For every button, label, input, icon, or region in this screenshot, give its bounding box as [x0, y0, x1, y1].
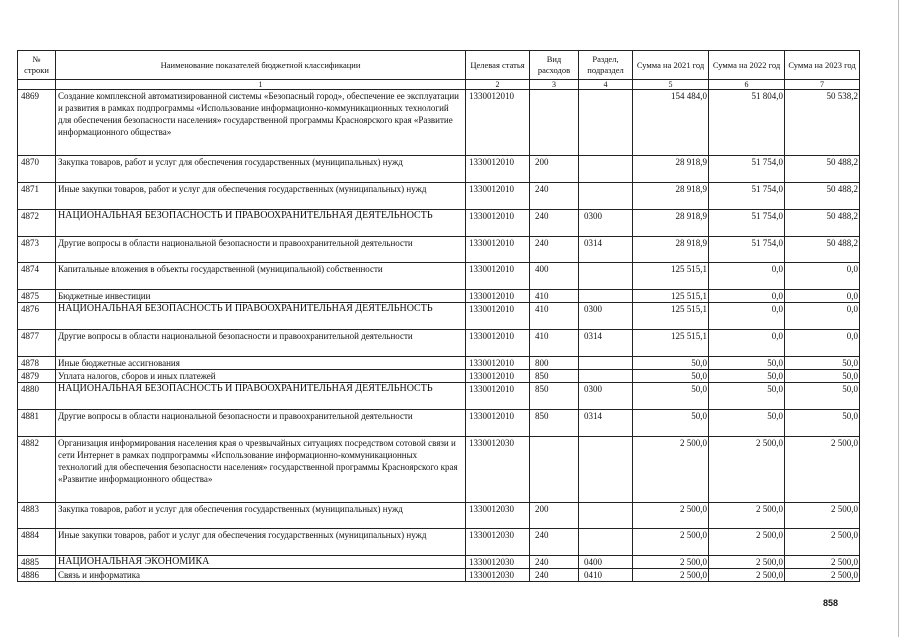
table-row [18, 503, 860, 529]
sum-2022: 2 500,0 [709, 503, 785, 529]
column-number: 3 [530, 80, 579, 90]
row-number: 4873 [18, 237, 56, 263]
budget-table [17, 50, 860, 582]
indicator-name: НАЦИОНАЛЬНАЯ БЕЗОПАСНОСТЬ И ПРАВООХРАНИТЕЛЬНАЯ ДЕЯТЕЛЬНОСТЬ [56, 303, 466, 330]
sum-2022: 50,0 [709, 357, 785, 370]
header-sum-2021: Сумма на 2021 год [633, 51, 709, 80]
sum-2021: 28 918,9 [633, 156, 709, 183]
sum-2021: 125 515,1 [633, 303, 709, 330]
sum-2022: 51 754,0 [709, 183, 785, 210]
table-row [18, 210, 860, 237]
row-number: 4881 [18, 410, 56, 437]
table-header-row [18, 51, 860, 80]
expense-type: 200 [530, 156, 579, 183]
sum-2021: 125 515,1 [633, 330, 709, 357]
column-number-row [18, 80, 860, 90]
sum-2021: 50,0 [633, 410, 709, 437]
table-row [18, 437, 860, 503]
section-code [579, 156, 633, 183]
sum-2021: 28 918,9 [633, 183, 709, 210]
column-number: 7 [785, 80, 860, 90]
sum-2022: 50,0 [709, 370, 785, 383]
column-number: 1 [56, 80, 466, 90]
table-row [18, 357, 860, 370]
page-number: 858 [823, 598, 839, 608]
sum-2023: 2 500,0 [785, 503, 860, 529]
section-code [579, 183, 633, 210]
target-article: 1330012010 [466, 237, 530, 263]
expense-type [530, 90, 579, 156]
section-code [579, 503, 633, 529]
table-row [18, 237, 860, 263]
sum-2023: 2 500,0 [785, 569, 860, 582]
section-code [579, 529, 633, 556]
table-row [18, 183, 860, 210]
sum-2023: 50,0 [785, 370, 860, 383]
header-row-number: № строки [18, 51, 56, 80]
target-article: 1330012030 [466, 503, 530, 529]
sum-2021: 2 500,0 [633, 569, 709, 582]
row-number: 4872 [18, 210, 56, 237]
sum-2023: 0,0 [785, 303, 860, 330]
table-row [18, 330, 860, 357]
table-row [18, 410, 860, 437]
section-code [579, 263, 633, 290]
sum-2023: 0,0 [785, 290, 860, 303]
target-article: 1330012010 [466, 330, 530, 357]
sum-2023: 50,0 [785, 357, 860, 370]
sum-2021: 50,0 [633, 383, 709, 410]
table-row [18, 383, 860, 410]
row-number: 4882 [18, 437, 56, 503]
row-number: 4877 [18, 330, 56, 357]
expense-type: 850 [530, 370, 579, 383]
header-section: Раздел, подраздел [579, 51, 633, 80]
sum-2022: 0,0 [709, 290, 785, 303]
table-row [18, 90, 860, 156]
target-article: 1330012010 [466, 290, 530, 303]
target-article: 1330012010 [466, 410, 530, 437]
section-code [579, 90, 633, 156]
target-article: 1330012010 [466, 90, 530, 156]
section-code: 0314 [579, 330, 633, 357]
table-body [18, 90, 860, 582]
expense-type: 850 [530, 383, 579, 410]
section-code: 0300 [579, 210, 633, 237]
sum-2022: 2 500,0 [709, 569, 785, 582]
expense-type: 240 [530, 556, 579, 569]
budget-table-sheet [17, 50, 859, 582]
sum-2021: 2 500,0 [633, 556, 709, 569]
indicator-name: Иные закупки товаров, работ и услуг для обеспечения государственных (муниципальных) нужд [56, 183, 466, 210]
expense-type: 240 [530, 183, 579, 210]
target-article: 1330012010 [466, 156, 530, 183]
indicator-name: Другие вопросы в области национальной безопасности и правоохранительной деятельности [56, 330, 466, 357]
row-number: 4875 [18, 290, 56, 303]
sum-2022: 0,0 [709, 263, 785, 290]
sum-2022: 2 500,0 [709, 437, 785, 503]
row-number: 4880 [18, 383, 56, 410]
header-name: Наименование показателей бюджетной классификации [56, 51, 466, 80]
expense-type: 240 [530, 210, 579, 237]
table-row [18, 556, 860, 569]
expense-type: 410 [530, 303, 579, 330]
section-code: 0314 [579, 410, 633, 437]
header-sum-2022: Сумма на 2022 год [709, 51, 785, 80]
target-article: 1330012030 [466, 529, 530, 556]
sum-2022: 51 754,0 [709, 237, 785, 263]
table-row [18, 569, 860, 582]
indicator-name: Иные бюджетные ассигнования [56, 357, 466, 370]
target-article: 1330012010 [466, 370, 530, 383]
indicator-name: НАЦИОНАЛЬНАЯ ЭКОНОМИКА [56, 556, 466, 569]
sum-2023: 50,0 [785, 383, 860, 410]
indicator-name: Иные закупки товаров, работ и услуг для обеспечения государственных (муниципальных) нужд [56, 529, 466, 556]
row-number: 4879 [18, 370, 56, 383]
target-article: 1330012010 [466, 357, 530, 370]
column-number: 6 [709, 80, 785, 90]
target-article: 1330012010 [466, 210, 530, 237]
table-row [18, 290, 860, 303]
section-code: 0314 [579, 237, 633, 263]
sum-2021: 2 500,0 [633, 529, 709, 556]
section-code: 0400 [579, 556, 633, 569]
table-row [18, 529, 860, 556]
scan-edge-mark [898, 0, 899, 637]
sum-2022: 51 754,0 [709, 156, 785, 183]
indicator-name: Другие вопросы в области национальной безопасности и правоохранительной деятельности [56, 237, 466, 263]
sum-2023: 50 538,2 [785, 90, 860, 156]
indicator-name: Связь и информатика [56, 569, 466, 582]
sum-2023: 50 488,2 [785, 210, 860, 237]
row-number: 4871 [18, 183, 56, 210]
sum-2023: 2 500,0 [785, 437, 860, 503]
target-article: 1330012030 [466, 556, 530, 569]
column-number: 5 [633, 80, 709, 90]
sum-2021: 28 918,9 [633, 237, 709, 263]
header-expense-type: Вид расходов [530, 51, 579, 80]
indicator-name: Создание комплексной автоматизированной системы «Безопасный город», обеспечение ее эксплуатации и развития в рамках подпрограммы «Использование информационно-коммуникационных технологий для обеспечения безопасности населения» государственной программы Красноярского края «Развитие информационного общества» [56, 90, 466, 156]
sum-2022: 50,0 [709, 383, 785, 410]
section-code [579, 357, 633, 370]
indicator-name: Закупка товаров, работ и услуг для обеспечения государственных (муниципальных) нужд [56, 156, 466, 183]
target-article: 1330012010 [466, 263, 530, 290]
sum-2021: 2 500,0 [633, 437, 709, 503]
expense-type: 410 [530, 290, 579, 303]
column-number [18, 80, 56, 90]
row-number: 4869 [18, 90, 56, 156]
target-article: 1330012010 [466, 303, 530, 330]
section-code [579, 290, 633, 303]
sum-2021: 154 484,0 [633, 90, 709, 156]
sum-2021: 50,0 [633, 370, 709, 383]
row-number: 4876 [18, 303, 56, 330]
column-number: 2 [466, 80, 530, 90]
expense-type: 410 [530, 330, 579, 357]
sum-2023: 0,0 [785, 263, 860, 290]
sum-2022: 2 500,0 [709, 556, 785, 569]
row-number: 4883 [18, 503, 56, 529]
row-number: 4886 [18, 569, 56, 582]
sum-2023: 50 488,2 [785, 156, 860, 183]
row-number: 4870 [18, 156, 56, 183]
expense-type: 400 [530, 263, 579, 290]
row-number: 4884 [18, 529, 56, 556]
expense-type: 800 [530, 357, 579, 370]
table-row [18, 303, 860, 330]
sum-2023: 50 488,2 [785, 237, 860, 263]
expense-type: 200 [530, 503, 579, 529]
table-row [18, 370, 860, 383]
target-article: 1330012010 [466, 383, 530, 410]
indicator-name: Другие вопросы в области национальной безопасности и правоохранительной деятельности [56, 410, 466, 437]
indicator-name: НАЦИОНАЛЬНАЯ БЕЗОПАСНОСТЬ И ПРАВООХРАНИТЕЛЬНАЯ ДЕЯТЕЛЬНОСТЬ [56, 210, 466, 237]
indicator-name: Закупка товаров, работ и услуг для обеспечения государственных (муниципальных) нужд [56, 503, 466, 529]
row-number: 4885 [18, 556, 56, 569]
sum-2022: 0,0 [709, 330, 785, 357]
sum-2021: 2 500,0 [633, 503, 709, 529]
section-code: 0300 [579, 383, 633, 410]
indicator-name: Уплата налогов, сборов и иных платежей [56, 370, 466, 383]
sum-2021: 50,0 [633, 357, 709, 370]
section-code [579, 437, 633, 503]
table-row [18, 156, 860, 183]
indicator-name: Капитальные вложения в объекты государственной (муниципальной) собственности [56, 263, 466, 290]
sum-2021: 125 515,1 [633, 263, 709, 290]
expense-type: 850 [530, 410, 579, 437]
row-number: 4878 [18, 357, 56, 370]
expense-type: 240 [530, 529, 579, 556]
row-number: 4874 [18, 263, 56, 290]
sum-2022: 50,0 [709, 410, 785, 437]
expense-type: 240 [530, 237, 579, 263]
sum-2023: 2 500,0 [785, 529, 860, 556]
table-row [18, 263, 860, 290]
indicator-name: Бюджетные инвестиции [56, 290, 466, 303]
sum-2023: 50,0 [785, 410, 860, 437]
sum-2021: 28 918,9 [633, 210, 709, 237]
sum-2022: 2 500,0 [709, 529, 785, 556]
sum-2021: 125 515,1 [633, 290, 709, 303]
expense-type: 240 [530, 569, 579, 582]
expense-type [530, 437, 579, 503]
section-code [579, 370, 633, 383]
section-code: 0410 [579, 569, 633, 582]
sum-2023: 2 500,0 [785, 556, 860, 569]
sum-2022: 51 804,0 [709, 90, 785, 156]
section-code: 0300 [579, 303, 633, 330]
indicator-name: НАЦИОНАЛЬНАЯ БЕЗОПАСНОСТЬ И ПРАВООХРАНИТЕЛЬНАЯ ДЕЯТЕЛЬНОСТЬ [56, 383, 466, 410]
sum-2022: 51 754,0 [709, 210, 785, 237]
target-article: 1330012030 [466, 437, 530, 503]
target-article: 1330012030 [466, 569, 530, 582]
sum-2023: 0,0 [785, 330, 860, 357]
header-target-article: Целевая статья [466, 51, 530, 80]
sum-2023: 50 488,2 [785, 183, 860, 210]
indicator-name: Организация информирования населения края о чрезвычайных ситуациях посредством сотовой связи и сети Интернет в рамках подпрограммы «Использование информационно-коммуникационных технологий для обеспечения безопасности населения» государственной программы Красноярского края «Развитие информационного общества» [56, 437, 466, 503]
header-sum-2023: Сумма на 2023 год [785, 51, 860, 80]
target-article: 1330012010 [466, 183, 530, 210]
sum-2022: 0,0 [709, 303, 785, 330]
column-number: 4 [579, 80, 633, 90]
